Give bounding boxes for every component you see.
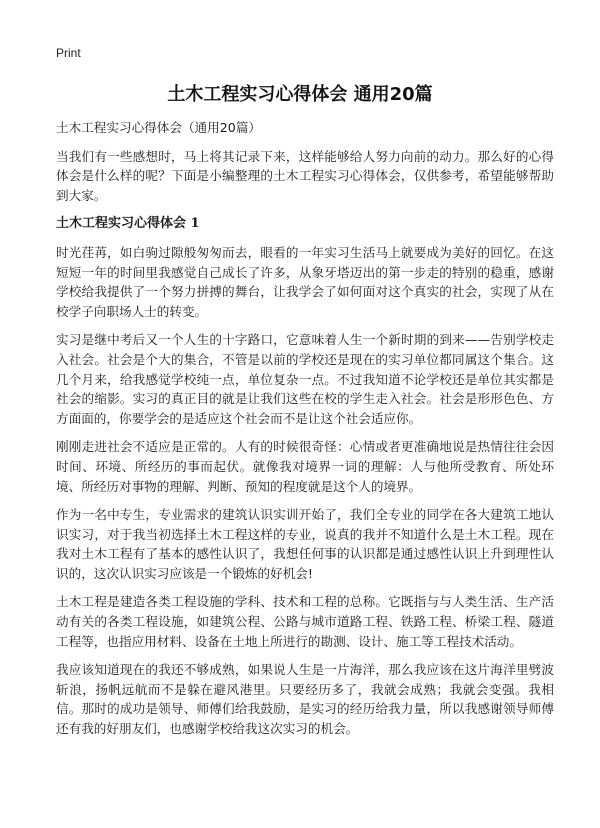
body-paragraph: 土木工程是建造各类工程设施的学科、技术和工程的总称。它既指与与人类生活、生产活动有关的各类工程设施，如建筑公程、公路与城市道路工程、铁路工程、桥梁工程、隧道工程等，也指应用材料、设备在土地上所进行的勘测、设计、施工等工程技术活动。 xyxy=(56,594,554,649)
section-heading: 土木工程实习心得体会 1 xyxy=(56,216,200,232)
document-subtitle: 土木工程实习心得体会（通用20篇） xyxy=(56,120,261,135)
body-paragraph: 刚刚走进社会不适应是正常的。人有的时候很奇怪：心情或者更准确地说是热情往往会因时间、环境、所经历的事而起伏。就像我对境界一词的理解：人与他所受教育、所处环境、所经历对事物的理解、判断、预知的程度就是这个人的境界。 xyxy=(56,439,554,494)
document-title: 土木工程实习心得体会 通用20篇 xyxy=(167,84,433,105)
body-paragraph: 实习是继中考后又一个人生的十字路口，它意味着人生一个新时期的到来——告别学校走入社会。社会是个大的集合，不管是以前的学校还是现在的实习单位都同属这个集合。这几个月来，给我感觉学校纯一点，单位复杂一点。不过我知道不论学校还是单位其实都是社会的缩影。实习的真正目的就是让我们这些在校的学生走入社会。社会是形形色色、方方面面的，你要学会的是适应这个社会而不是让这个社会适应你。 xyxy=(56,332,554,426)
intro-paragraph: 当我们有一些感想时，马上将其记录下来，这样能够给人努力向前的动力。那么好的心得体会是什么样的呢？下面是小编整理的土木工程实习心得体会，仅供参考，希望能够帮助到大家。 xyxy=(56,148,554,203)
body-paragraph: 我应该知道现在的我还不够成熟，如果说人生是一片海洋，那么我应该在这片海洋里劈波斩浪，扬帆远航而不是躲在避风港里。只要经历多了，我就会成熟；我就会变强。我相信。那时的成功是领导、师傅们给我鼓励，是实习的经历给我力量，所以我感谢领导师傅还有我的好朋友们，也感谢学校给我这次实习的机会。 xyxy=(56,662,554,737)
body-paragraph: 作为一名中专生，专业需求的建筑认识实训开始了，我们全专业的同学在各大建筑工地认识实习，对于我当初选择土木工程这样的专业，说真的我并不知道什么是土木工程。现在我对土木工程有了基本的感性认识了，我想任何事的认识都是通过感性认识上升到理性认识的，这次认识实习应该是一个锻炼的好机会! xyxy=(56,507,554,581)
body-paragraph: 时光荏苒，如白驹过隙般匆匆而去，眼看的一年实习生活马上就要成为美好的回忆。在这短短一年的时间里我感觉自己成长了许多，从象牙塔迈出的第一步走的特别的稳重，感谢学校给我提供了一个努力拼搏的舞台，让我学会了如何面对这个真实的社会，实现了从在校学子向职场人士的转变。 xyxy=(56,244,554,319)
print-link[interactable]: Print xyxy=(56,46,81,60)
document-body xyxy=(56,118,554,748)
